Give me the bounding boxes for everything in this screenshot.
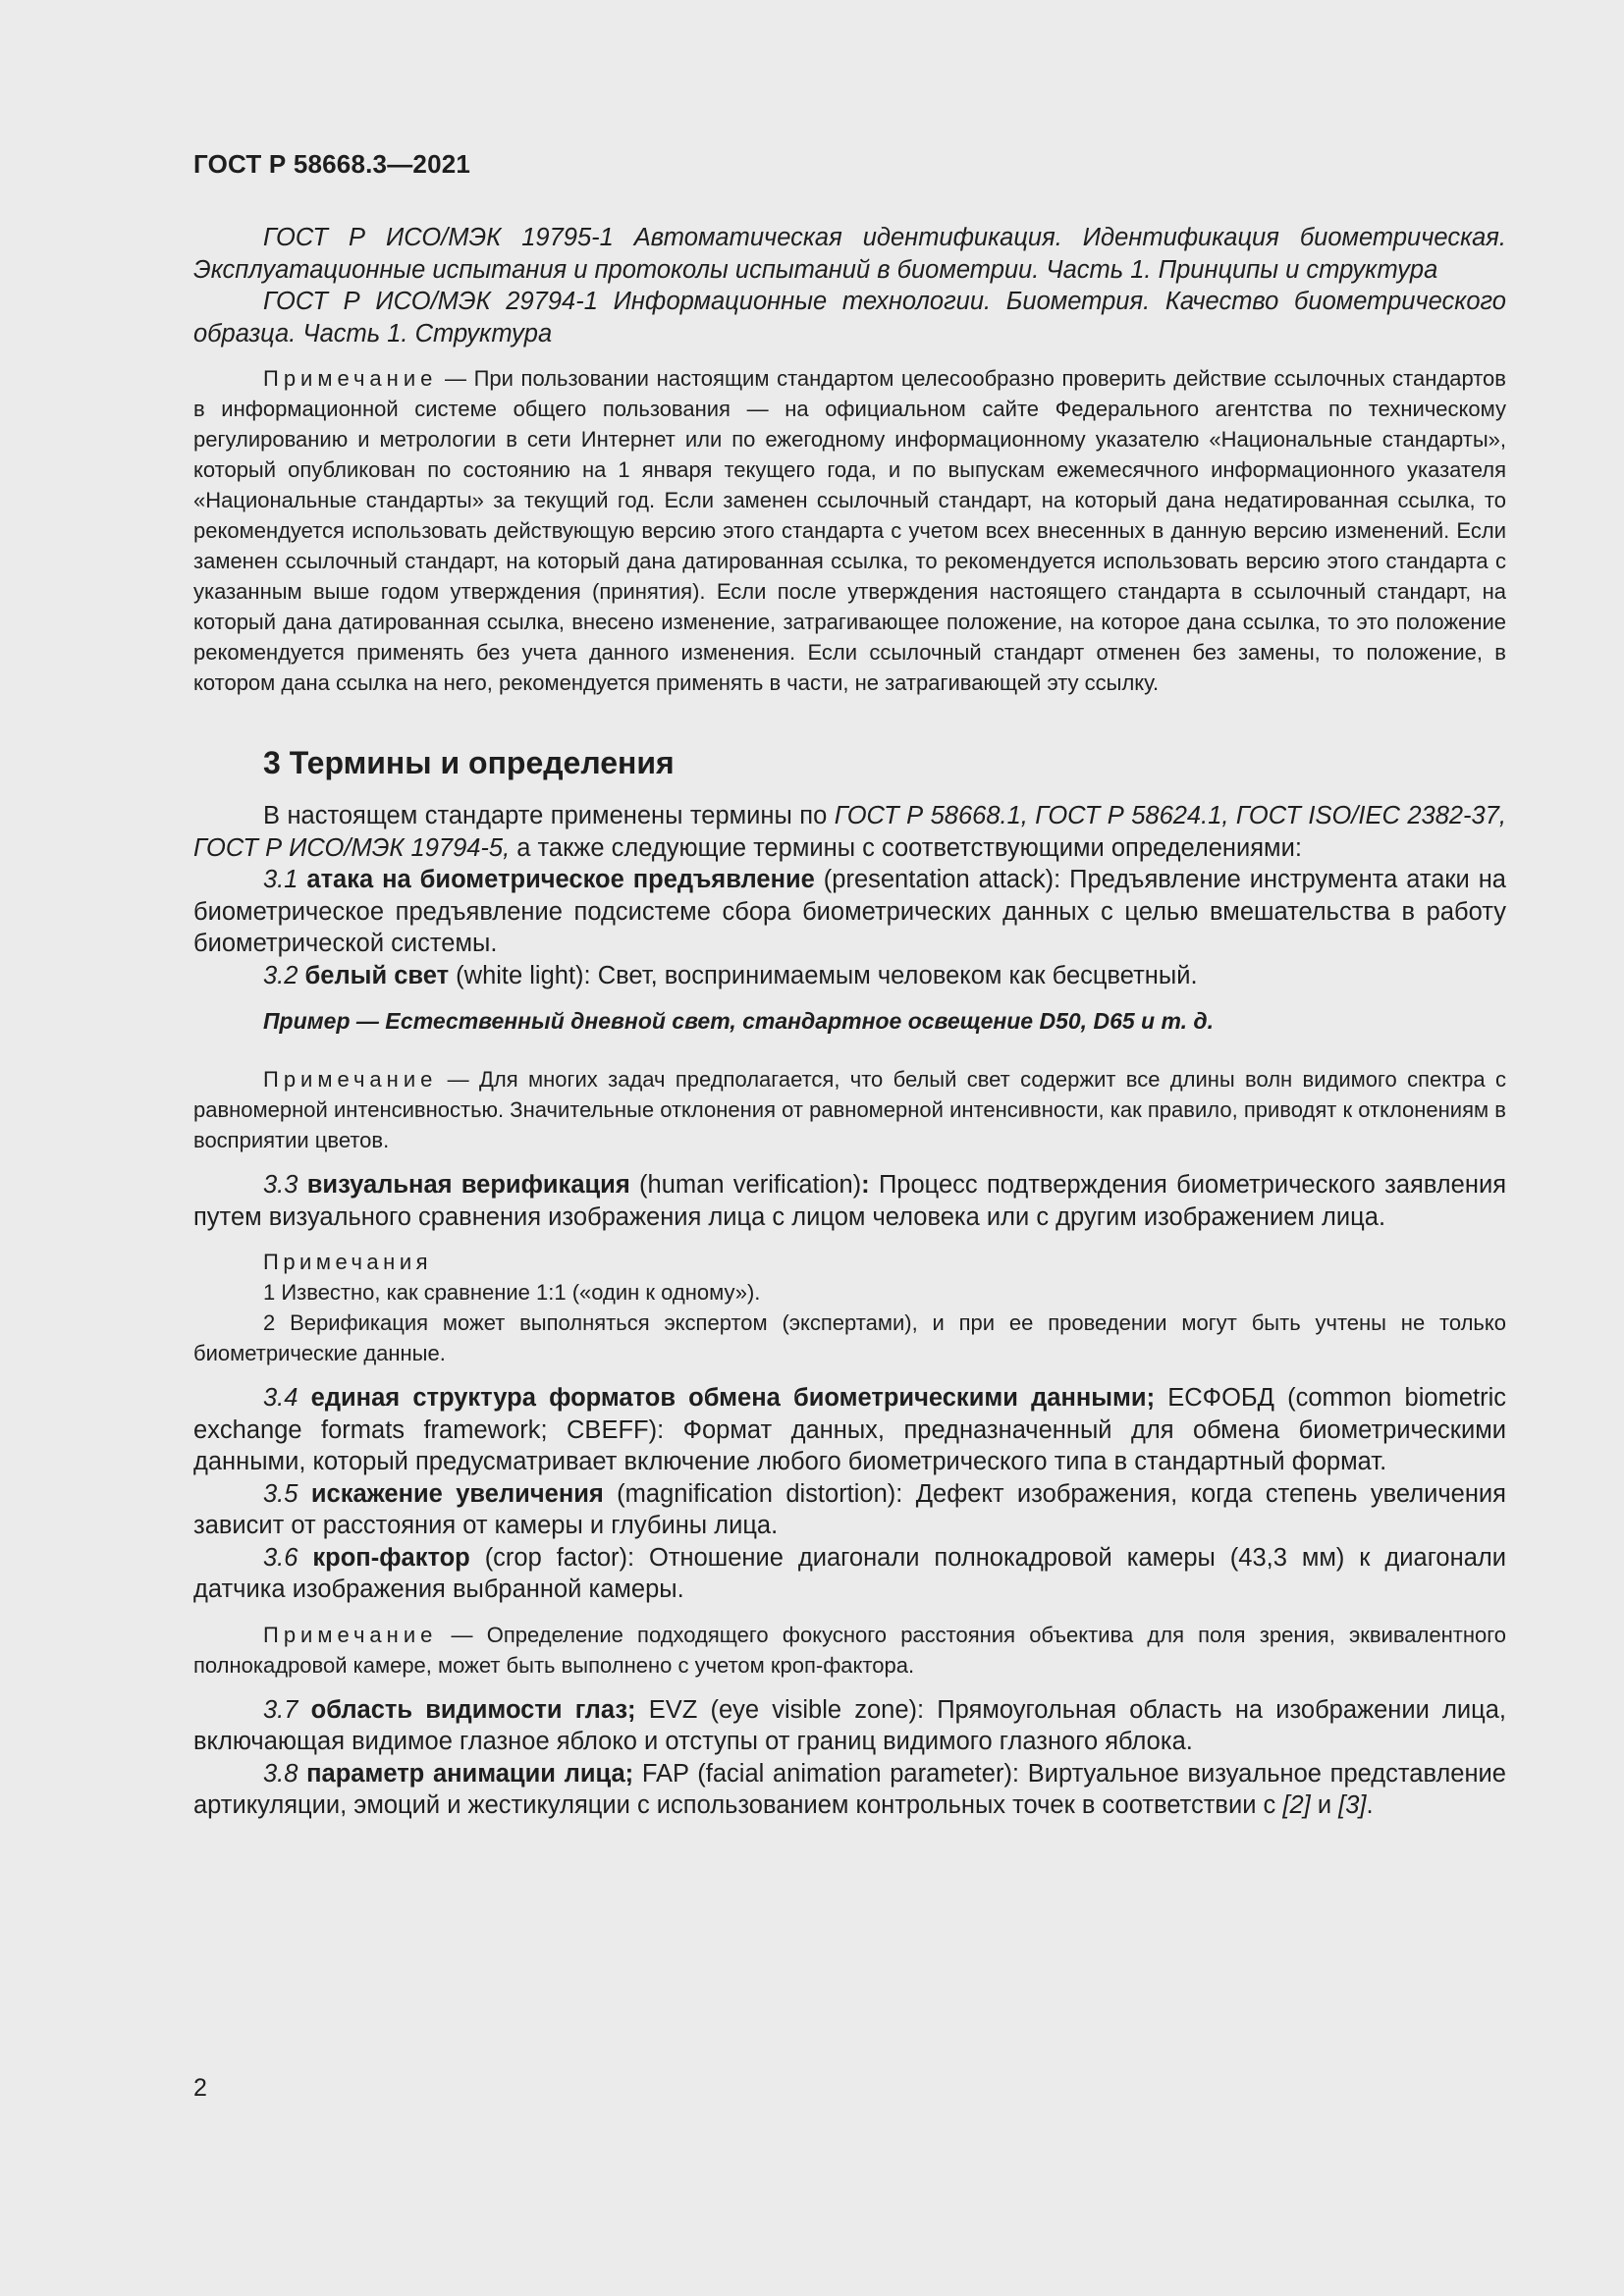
document-header: ГОСТ Р 58668.3—2021 bbox=[193, 149, 471, 179]
page-number: 2 bbox=[193, 2074, 207, 2102]
term-note-1: 1 Известно, как сравнение 1:1 («один к одному»). bbox=[263, 1280, 761, 1305]
references-note: Примечание — При пользовании настоящим стандартом целесообразно проверить действие ссылочных стандартов в информационной системе общего пользования — на официальном сайте Федерального агентства по техническому регулированию и метрологии в сети Интернет или по ежегодному информационному указателю «Национальные стандарты», который опубликован по состоянию на 1 января текущего года, и по выпускам ежемесячного информационного указателя «Национальные стандарты» за текущий год. Если заменен ссылочный стандарт, на который дана недатированная ссылка, то рекомендуется использовать действующую версию этого стандарта с учетом всех внесенных в данную версию изменений. Если заменен ссылочный стандарт, на который дана датированная ссылка, то рекомендуется использовать версию этого стандарта с указанным выше годом утверждения (принятия). Если после утверждения настоящего стандарта в ссылочный стандарт, на который дана датированная ссылка, внесено изменение, затрагивающее положение, на которое дана ссылка, то это положение рекомендуется применять без учета данного изменения. Если ссылочный стандарт отменен без замены, то положение, в котором дана ссылка на него, рекомендуется применять в части, не затрагивающей эту ссылку. bbox=[193, 366, 1506, 695]
term-3-1: 3.1 атака на биометрическое предъявление (presentation attack): Предъявление инструмента атаки на биометрическое предъявление подсистеме сбора биометрических данных с целью вмешательства в работу биометрической системы. bbox=[193, 866, 1506, 957]
term-3-6: 3.6 кроп-фактор (crop factor): Отношение диагонали полнокадровой камеры (43,3 мм) к диагонали датчика изображения выбранной камеры. bbox=[193, 1543, 1507, 1603]
term-3-5: 3.5 искажение увеличения (magnification distortion): Дефект изображения, когда степень увеличения зависит от расстояния от камеры и глубины лица. bbox=[193, 1479, 1506, 1539]
section-title: 3 Термины и определения bbox=[263, 745, 675, 780]
term-3-4: 3.4 единая структура форматов обмена биометрическими данными; ЕСФОБД (common biometric exchange formats framework; CBEFF): Формат данных, предназначенный для обмена биометрическими данными, который предусматривает включение любого биометрического типа в стандартный формат. bbox=[193, 1384, 1506, 1475]
term-3-7: 3.7 область видимости глаз; EVZ (eye visible zone): Прямоугольная область на изображении лица, включающая видимое глазное яблоко и отступы от границ видимого глазного яблока. bbox=[193, 1695, 1507, 1755]
normative-reference: ГОСТ Р ИСО/МЭК 29794-1 Информационные технологии. Биометрия. Качество биометрического образца. Часть 1. Структура bbox=[193, 288, 1506, 347]
term-example: Пример — Естественный дневной свет, стандартное освещение D50, D65 и т. д. bbox=[263, 1008, 1215, 1034]
note-label: Примечание bbox=[263, 1622, 438, 1647]
section-intro: В настоящем стандарте применены термины по ГОСТ Р 58668.1, ГОСТ Р 58624.1, ГОСТ ISO/IEC 2382-37, ГОСТ Р ИСО/МЭК 19794-5, а также следующие термины с соответствующими определениями: bbox=[193, 802, 1506, 862]
term-3-8: 3.8 параметр анимации лица; FAP (facial animation parameter): Виртуальное визуальное представление артикуляции, эмоций и жестикуляции с использованием контрольных точек в соответствии с [2] и [3]. bbox=[193, 1759, 1506, 1819]
page-content bbox=[193, 222, 1506, 1822]
notes-label: Примечания bbox=[263, 1250, 433, 1274]
note-label: Примечание bbox=[263, 366, 438, 391]
term-3-2: 3.2 белый свет (white light): Свет, воспринимаемым человеком как бесцветный. bbox=[263, 961, 1198, 989]
term-note-2: 2 Верификация может выполняться экспертом (экспертами), и при ее проведении могут быть учтены не только биометрические данные. bbox=[193, 1310, 1506, 1365]
term-note: Примечание — Для многих задач предполагается, что белый свет содержит все длины волн видимого спектра с равномерной интенсивностью. Значительные отклонения от равномерной интенсивности, как правило, приводят к отклонениям в восприятии цветов. bbox=[193, 1067, 1506, 1152]
term-3-3: 3.3 визуальная верификация (human verification): Процесс подтверждения биометрического заявления путем визуального сравнения изображения лица с лицом человека или с другим изображением лица. bbox=[193, 1171, 1506, 1231]
normative-reference: ГОСТ Р ИСО/МЭК 19795-1 Автоматическая идентификация. Идентификация биометрическая. Эксплуатационные испытания и протоколы испытаний в биометрии. Часть 1. Принципы и структура bbox=[193, 224, 1506, 284]
note-label: Примечание bbox=[263, 1067, 438, 1092]
term-note: Примечание — Определение подходящего фокусного расстояния объектива для поля зрения, эквивалентного полнокадровой камере, может быть выполнено с учетом кроп-фактора. bbox=[193, 1622, 1506, 1678]
